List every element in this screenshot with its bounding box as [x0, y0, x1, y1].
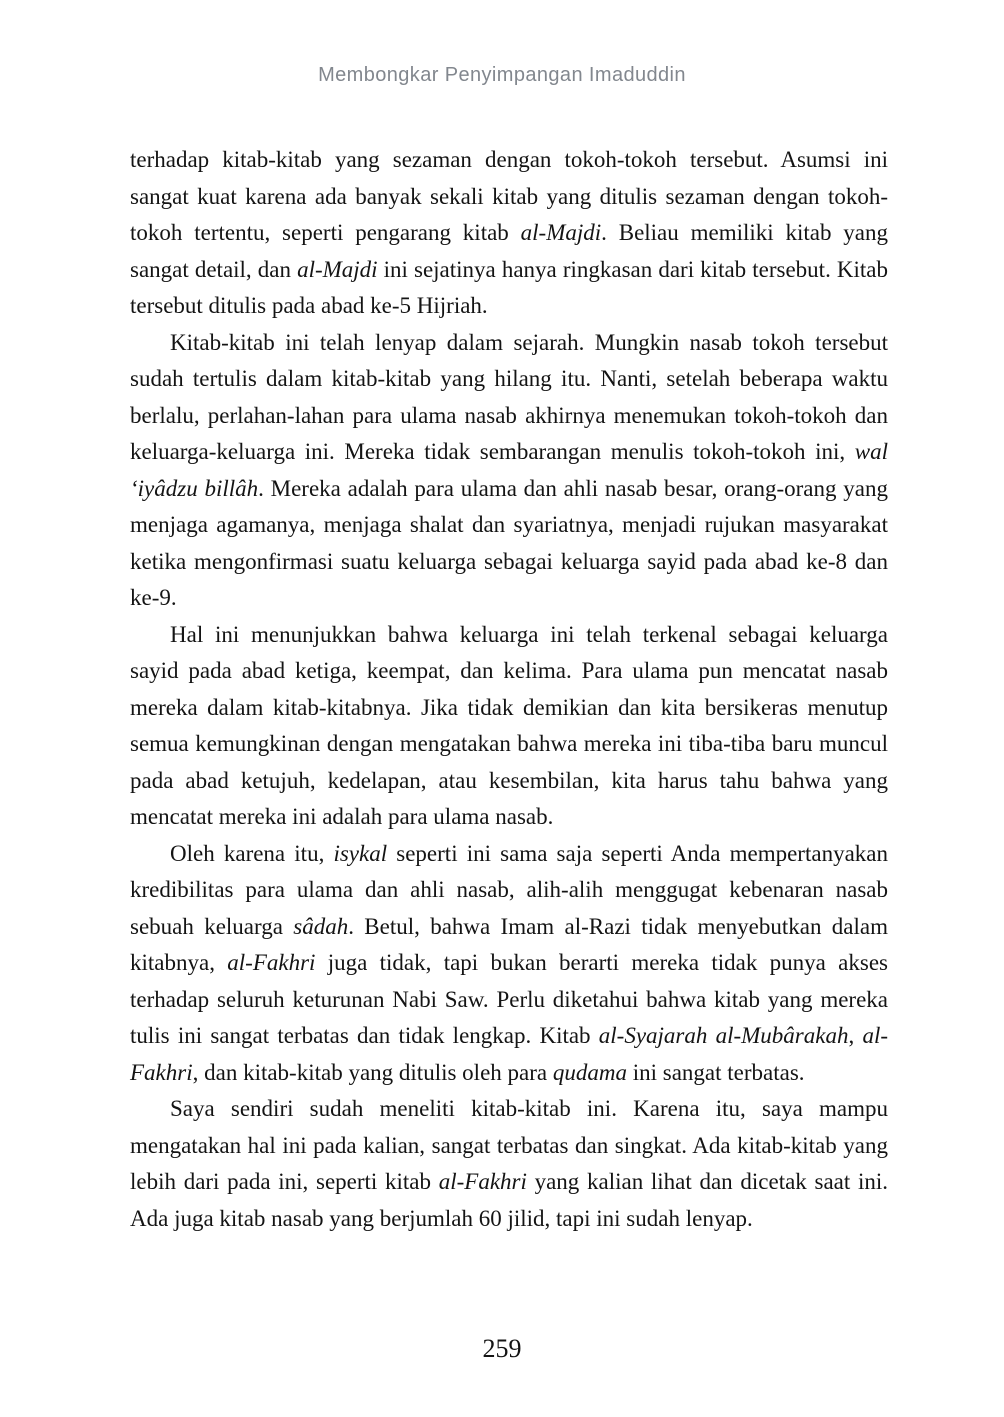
- running-header: Membongkar Penyimpangan Imaduddin: [318, 64, 686, 86]
- text-run: . Mereka adalah para ulama dan ahli nasab besar, orang-orang yang menjaga agamanya, menjaga shalat dan syariatnya, menjadi rujukan masyarakat ketika mengonfirmasi suatu keluarga sebagai keluarga sayid pada abad ke-8 dan ke-9.: [130, 475, 888, 610]
- page-number: 259: [482, 1334, 522, 1363]
- text-run: . Betul, bahwa Imam al-Razi tidak menyebutkan dalam kitabnya,: [130, 913, 888, 975]
- italic-term: isykal: [333, 840, 388, 866]
- text-run: ini sejatinya hanya ringkasan dari kitab tersebut. Kitab tersebut ditulis pada abad ke-5 Hijriah.: [130, 256, 888, 318]
- text-run: Saya sendiri sudah meneliti kitab-kitab ini. Karena itu, saya mampu mengatakan hal ini pada kalian, sangat terbatas dan singkat. Ada kitab-kitab yang lebih dari pada ini, seperti kitab: [130, 1096, 888, 1194]
- text-run: ini sangat terbatas.: [626, 1059, 805, 1085]
- paragraph: [130, 836, 888, 1092]
- italic-term: al-Majdi: [297, 256, 378, 282]
- text-run: Hal ini menunjukkan bahwa keluarga ini telah terkenal sebagai keluarga sayid pada abad ketiga, keempat, dan kelima. Para ulama pun mencatat nasab mereka dalam kitab-kitabnya. Jika tidak demikian dan kita bersikeras menutup semua kemungkinan dengan mengatakan bahwa mereka ini tiba-tiba baru muncul pada abad ketujuh, kedelapan, atau kesembilan, kita harus tahu bahwa yang mencatat mereka ini adalah para ulama nasab.: [130, 621, 888, 829]
- text-run: Kitab-kitab ini telah lenyap dalam sejarah. Mungkin nasab tokoh tersebut sudah tertulis dalam kitab-kitab yang hilang itu. Nanti, setelah beberapa waktu berlalu, perlahan-lahan para ulama nasab akhirnya menemukan tokoh-tokoh dan keluarga-keluarga ini. Mereka tidak sembarangan menulis tokoh-tokoh ini,: [130, 329, 888, 464]
- text-run: , dan kitab-kitab yang ditulis oleh para: [192, 1059, 553, 1085]
- body-text: [130, 142, 888, 1237]
- italic-term: al-Fakhri: [227, 950, 316, 975]
- italic-term: al-Majdi: [520, 220, 602, 245]
- text-run: ,: [848, 1023, 863, 1048]
- text-run: yang kalian lihat dan dicetak saat ini. Ada juga kitab nasab yang berjumlah 60 jilid, tapi ini sudah lenyap.: [130, 1169, 888, 1231]
- italic-term: qudama: [552, 1059, 627, 1085]
- paragraph: [130, 142, 888, 325]
- text-run: seperti ini sama saja seperti Anda mempertanyakan kredibilitas para ulama dan ahli nasab, alih-alih menggugat kebenaran nasab sebuah keluarga: [130, 840, 888, 939]
- text-run: Oleh karena itu,: [170, 840, 334, 866]
- text-run: . Beliau memiliki kitab yang sangat detail, dan: [130, 220, 889, 282]
- text-run: juga tidak, tapi bukan berarti mereka tidak punya akses terhadap seluruh keturunan Nabi Saw. Perlu diketahui bahwa kitab yang mereka tulis ini sangat terbatas dan tidak lengkap. Kitab: [130, 950, 888, 1048]
- paragraph: [130, 1091, 888, 1237]
- italic-term: al-Fakhri: [438, 1169, 527, 1194]
- italic-term: sâdah: [293, 913, 349, 939]
- paragraph: [130, 325, 888, 617]
- italic-term: al-Fakhri: [130, 1023, 888, 1085]
- paragraph: [130, 617, 888, 836]
- italic-term: al-Syajarah al-Mubârakah: [598, 1023, 849, 1048]
- italic-term: wal ‘iyâdzu billâh: [130, 439, 888, 501]
- text-run: terhadap kitab-kitab yang sezaman dengan tokoh-tokoh tersebut. Asumsi ini sangat kuat karena ada banyak sekali kitab yang ditulis sezaman dengan tokoh-tokoh tertentu, seperti pengarang kitab: [130, 147, 888, 245]
